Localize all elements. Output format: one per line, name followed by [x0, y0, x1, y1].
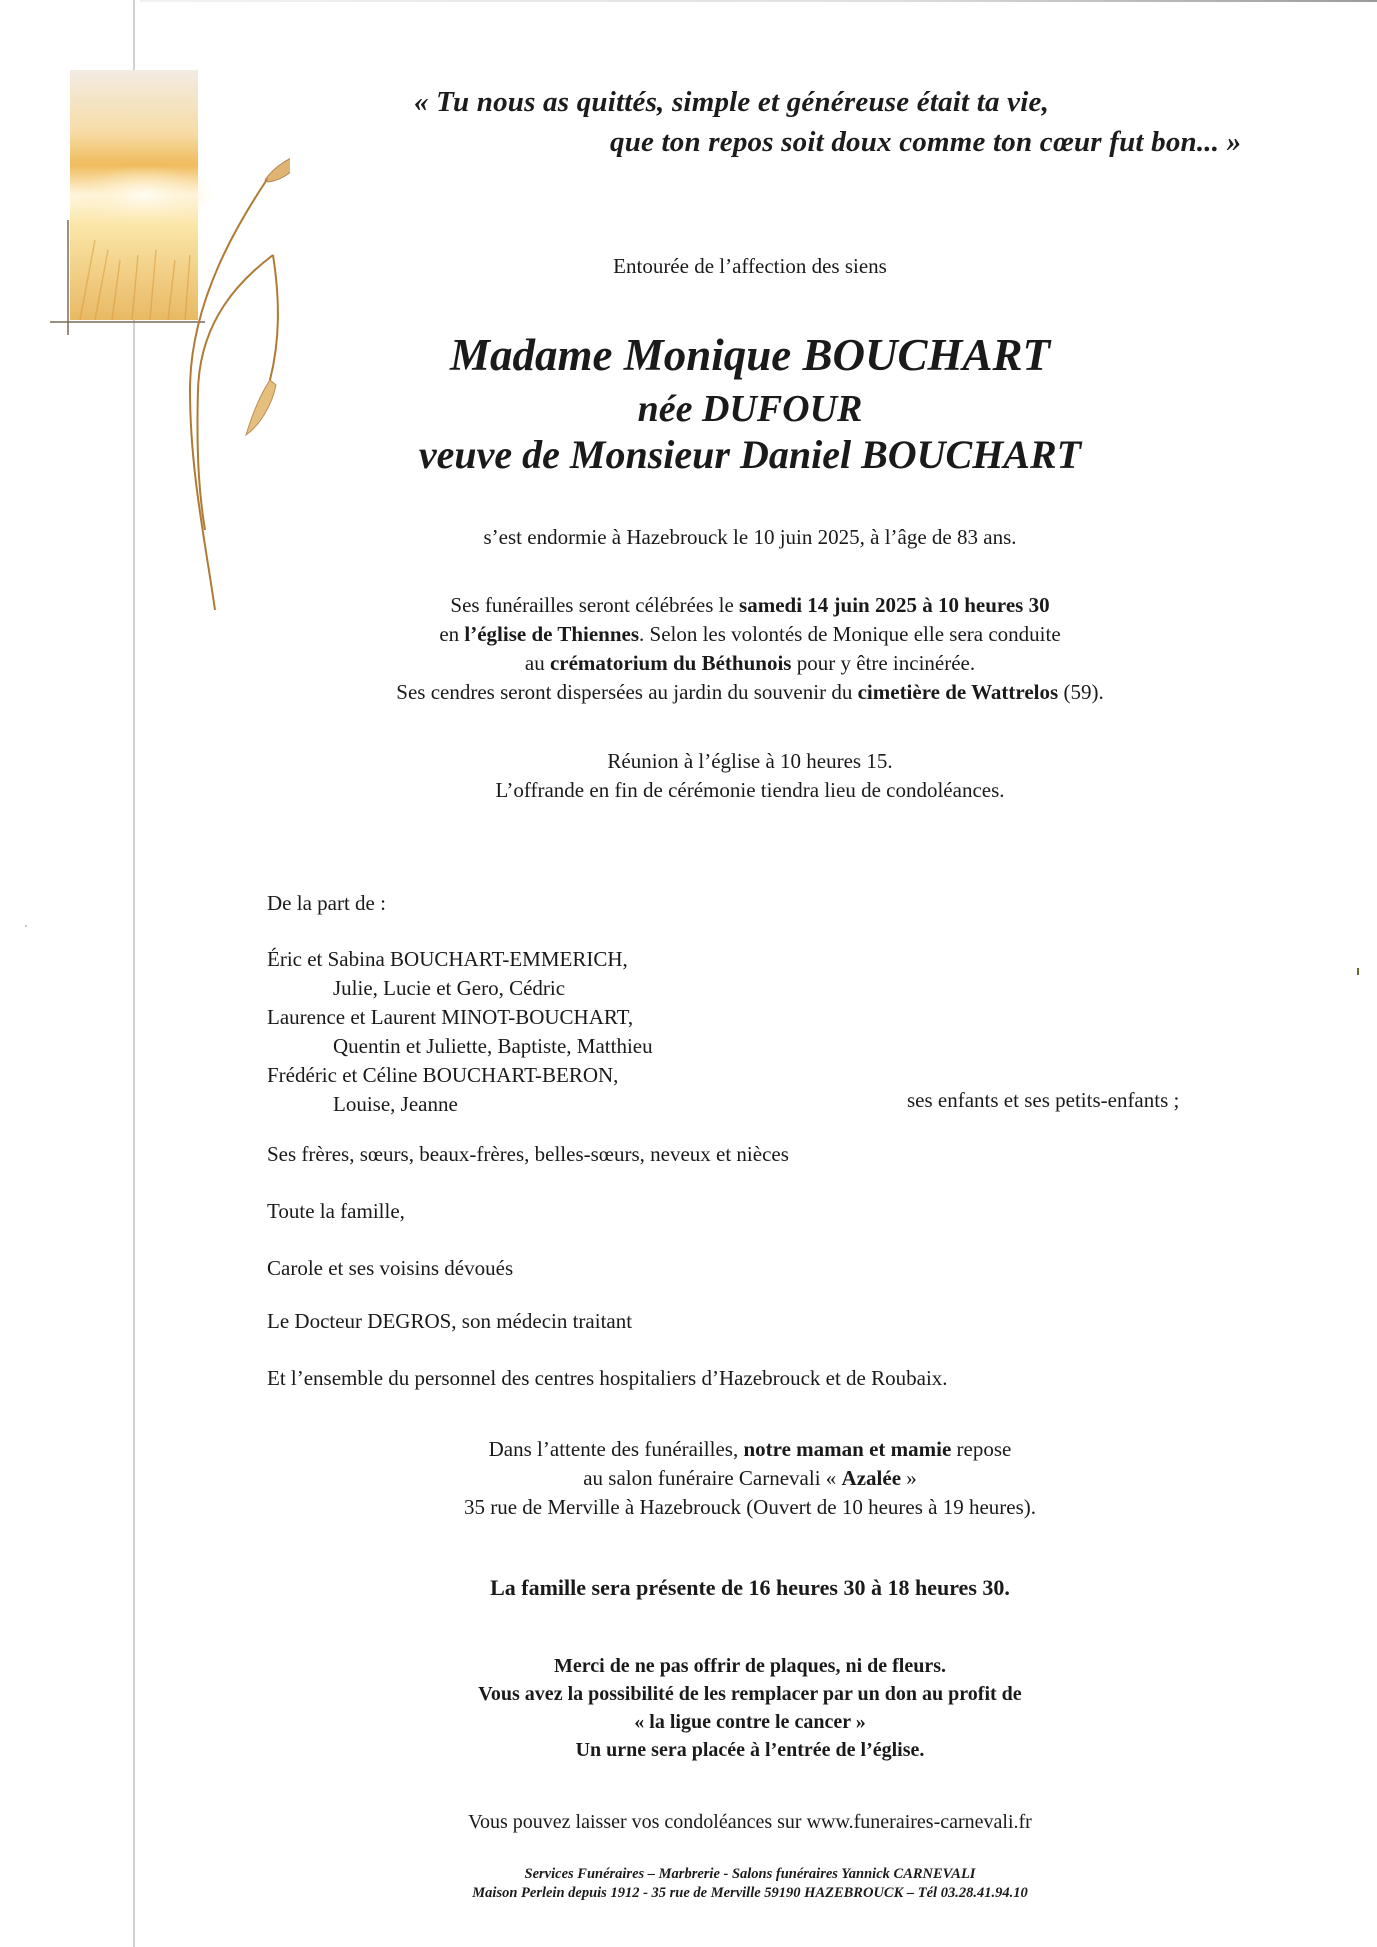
other-mourners: Et l’ensemble du personnel des centres hospitaliers d’Hazebrouck et de Roubaix.: [267, 1366, 948, 1390]
salon-text: au salon funéraire Carnevali «: [583, 1466, 842, 1490]
family-member-line: Frédéric et Céline BOUCHART-BERON,: [267, 1063, 619, 1087]
salon-line-2: [200, 1464, 1300, 1493]
other-mourners: Le Docteur DEGROS, son médecin traitant: [267, 1309, 633, 1333]
epitaph-quote-line-2: que ton repos soit doux comme ton cœur fut bon... »: [610, 126, 1242, 158]
donation-line: Merci de ne pas offrir de plaques, ni de fleurs.: [553, 1655, 947, 1677]
sun-glow: [75, 165, 215, 225]
deceased-name: Madame Monique BOUCHART: [449, 330, 1051, 380]
footer-line-1: Services Funéraires – Marbrerie - Salons funéraires Yannick CARNEVALI: [524, 1866, 976, 1882]
funeral-cemetery: cimetière de Wattrelos: [857, 680, 1059, 704]
salon-text: »: [901, 1466, 917, 1490]
funeral-text: Ses funérailles seront célébrées le: [450, 593, 740, 617]
family-presence: La famille sera présente de 16 heures 30 à 18 heures 30.: [490, 1575, 1010, 1600]
epitaph-quote-line-1: « Tu nous as quittés, simple et généreuse était ta vie,: [414, 86, 1050, 118]
salon-room-name: Azalée: [841, 1466, 902, 1490]
funeral-line-1: [200, 591, 1300, 620]
family-member-line: Laurence et Laurent MINOT-BOUCHART,: [267, 1005, 634, 1029]
other-mourners: Toute la famille,: [267, 1199, 405, 1223]
family-member-line: Louise, Jeanne: [333, 1092, 458, 1116]
salon-text: Dans l’attente des funérailles,: [488, 1437, 744, 1461]
deceased-maiden-name: née DUFOUR: [637, 388, 863, 430]
footer: [200, 1865, 1300, 1903]
funeral-text: Ses cendres seront dispersées au jardin du souvenir du: [396, 680, 858, 704]
reunion-info: [200, 747, 1300, 805]
family-relation-tag: ses enfants et ses petits-enfants ;: [907, 1088, 1180, 1112]
funeral-date: samedi 14 juin 2025 à 10 heures 30: [739, 593, 1050, 617]
condolences-link[interactable]: Vous pouvez laisser vos condoléances sur www.funeraires-carnevali.fr: [468, 1811, 1032, 1833]
other-mourners: Ses frères, sœurs, beaux-frères, belles-sœurs, neveux et nièces: [267, 1142, 789, 1166]
salon-address: 35 rue de Merville à Hazebrouck (Ouvert de 10 heures à 19 heures).: [463, 1495, 1036, 1519]
intro-text: Entourée de l’affection des siens: [613, 254, 887, 278]
top-border: [140, 0, 1377, 2]
donation-line: Vous avez la possibilité de les remplacer par un don au profit de: [478, 1683, 1022, 1705]
from-heading: De la part de :: [267, 891, 386, 915]
salon-bold-text: notre maman et mamie: [743, 1437, 952, 1461]
funeral-line-3: [200, 649, 1300, 678]
funeral-text: au: [524, 651, 550, 675]
wheat-ear-top: [265, 150, 290, 182]
funeral-line-4: [200, 678, 1300, 707]
family-member-line: Julie, Lucie et Gero, Cédric: [333, 976, 566, 1000]
funeral-details: [200, 591, 1300, 707]
donation-charity: « la ligue contre le cancer »: [634, 1711, 866, 1733]
deceased-widow-of: veuve de Monsieur Daniel BOUCHART: [418, 432, 1082, 477]
funeral-text: pour y être incinérée.: [791, 651, 976, 675]
reunion-time: Réunion à l’église à 10 heures 15.: [607, 749, 893, 773]
funeral-text: en: [439, 622, 465, 646]
scan-speck: [1357, 968, 1359, 975]
other-mourners: Carole et ses voisins dévoués: [267, 1256, 514, 1280]
funeral-line-2: [200, 620, 1300, 649]
salon-info: [200, 1435, 1300, 1522]
footer-line-2: Maison Perlein depuis 1912 - 35 rue de Merville 59190 HAZEBROUCK – Tél 03.28.41.94.10: [472, 1885, 1028, 1901]
funeral-church: l’église de Thiennes: [464, 622, 640, 646]
family-member-line: Quentin et Juliette, Baptiste, Matthieu: [333, 1034, 653, 1058]
death-notice: s’est endormie à Hazebrouck le 10 juin 2025, à l’âge de 83 ans.: [483, 525, 1017, 549]
funeral-text: (59).: [1058, 680, 1104, 704]
funeral-crematorium: crématorium du Béthunois: [549, 651, 792, 675]
scan-speck: [25, 925, 27, 927]
donation-line: Un urne sera placée à l’entrée de l’église.: [575, 1739, 925, 1761]
funeral-text: . Selon les volontés de Monique elle sera conduite: [639, 622, 1061, 646]
salon-text: repose: [951, 1437, 1012, 1461]
family-member-line: Éric et Sabina BOUCHART-EMMERICH,: [267, 947, 628, 971]
donation-notice: [200, 1652, 1300, 1764]
offering-note: L’offrande en fin de cérémonie tiendra lieu de condoléances.: [495, 778, 1005, 802]
family-list: [267, 945, 653, 1119]
salon-line-1: [200, 1435, 1300, 1464]
